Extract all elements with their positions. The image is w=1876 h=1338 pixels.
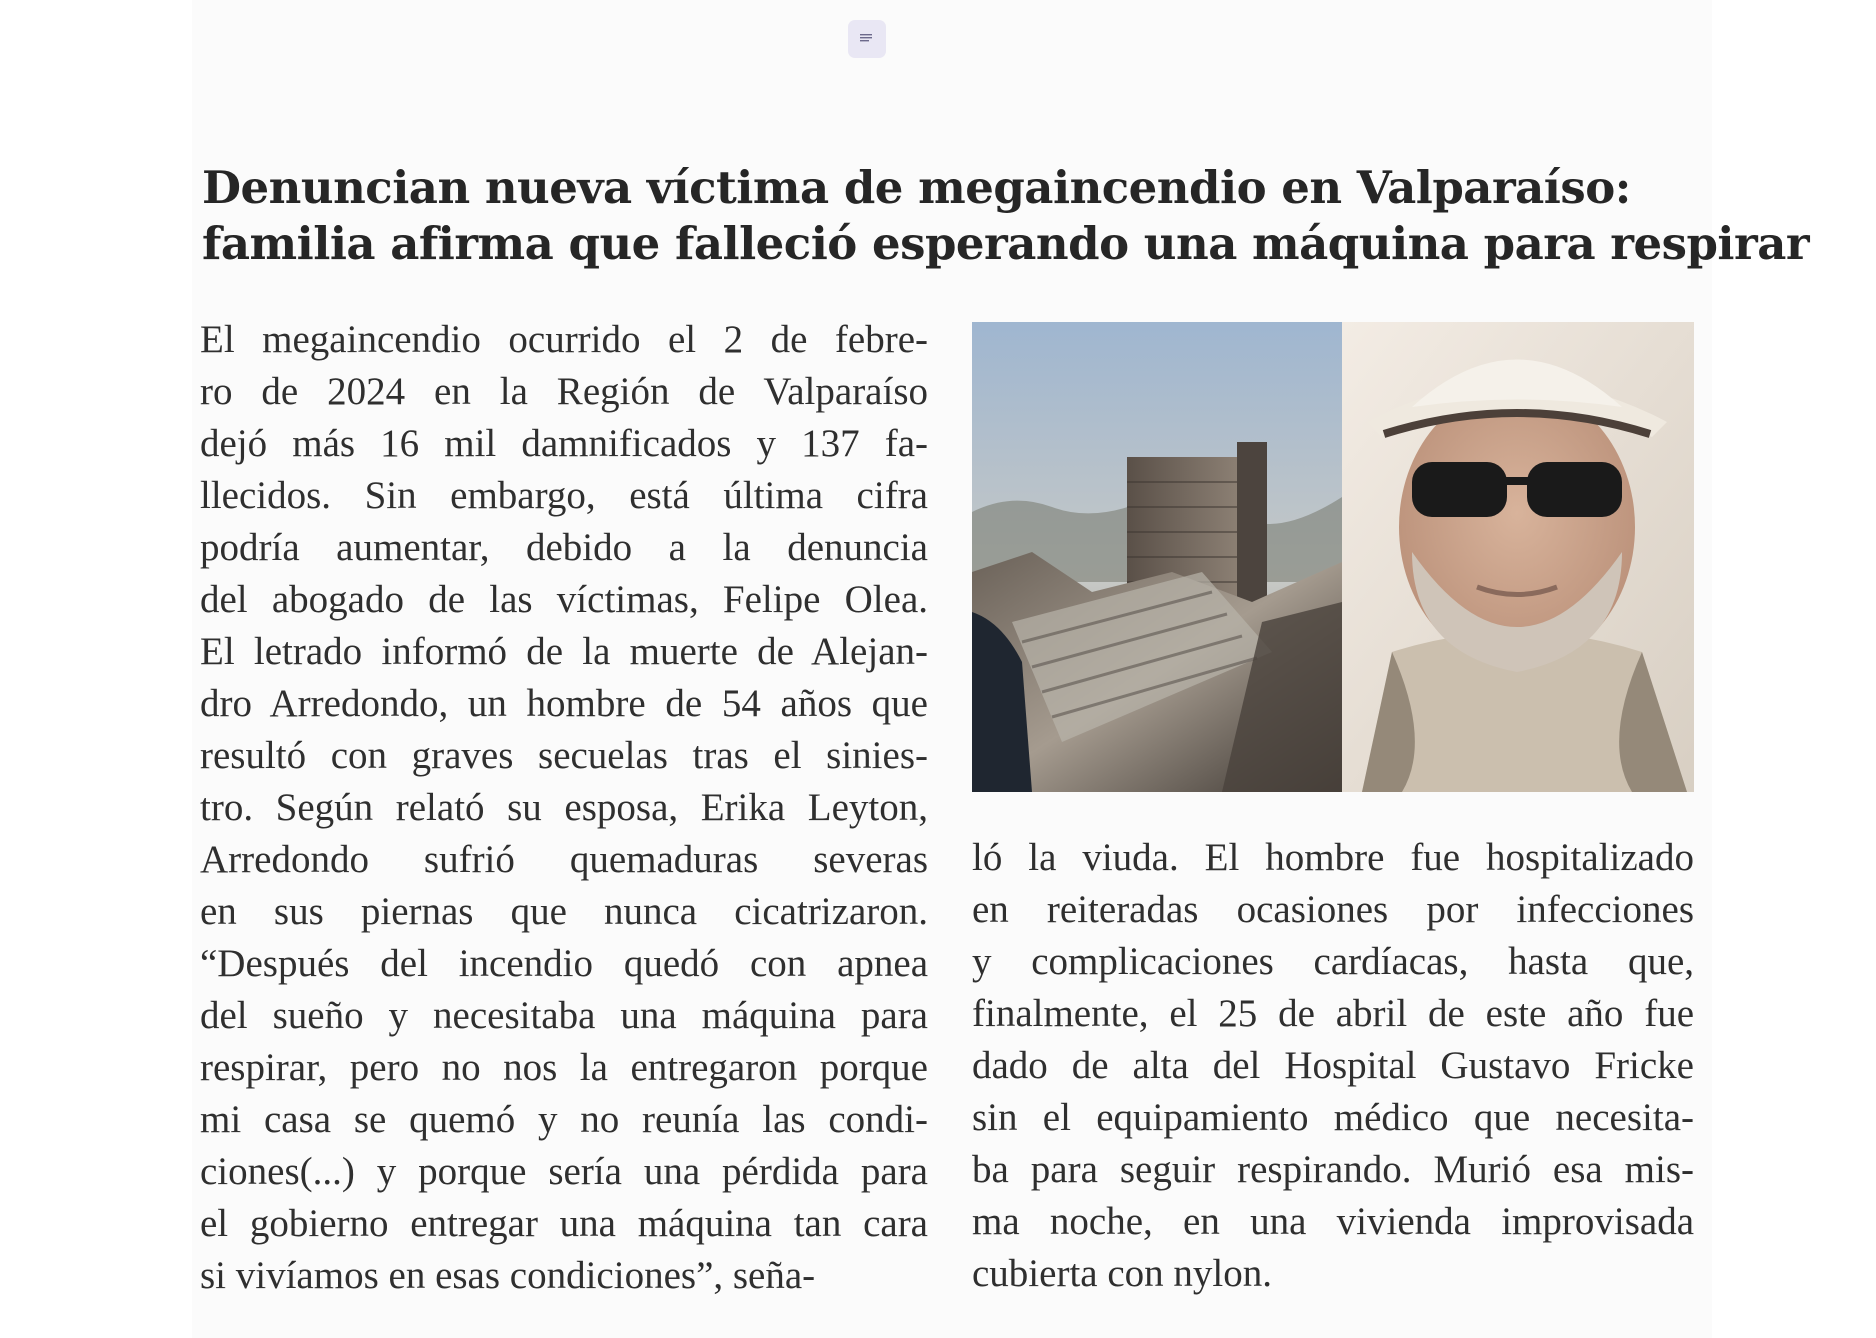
article-column-right: [972, 832, 1694, 1300]
text-line: ro de 2024 en la Región de Valparaíso: [200, 370, 928, 413]
text-line: en sus piernas que nunca cicatrizaron.: [200, 890, 928, 933]
text-line: resultó con graves secuelas tras el sinies-: [200, 734, 928, 777]
text-line: del sueño y necesitaba una máquina para: [200, 994, 928, 1037]
text-line: dejó más 16 mil damnificados y 137 fa-: [200, 422, 928, 465]
text-line: en reiteradas ocasiones por infecciones: [972, 888, 1694, 931]
text-line: El megaincendio ocurrido el 2 de febre-: [200, 318, 928, 361]
text-line: ló la viuda. El hombre fue hospitalizado: [972, 836, 1694, 879]
text-line: cubierta con nylon.: [972, 1252, 1272, 1295]
text-line: si vivíamos en esas condiciones”, seña-: [200, 1254, 816, 1297]
text-line: Arredondo sufrió quemaduras severas: [200, 838, 928, 881]
text-line: ba para seguir respirando. Murió esa mis-: [972, 1148, 1694, 1191]
text-line: finalmente, el 25 de abril de este año fue: [972, 992, 1694, 1035]
text-line: El letrado informó de la muerte de Alejan-: [200, 630, 928, 673]
article-headline: [202, 160, 1810, 272]
text-line: dro Arredondo, un hombre de 54 años que: [200, 682, 928, 725]
text-line: y complicaciones cardíacas, hasta que,: [972, 940, 1694, 983]
menu-button[interactable]: [848, 20, 886, 58]
text-line: tro. Según relató su esposa, Erika Leyton,: [200, 786, 928, 829]
text-line: del abogado de las víctimas, Felipe Olea.: [200, 578, 928, 621]
text-line: mi casa se quemó y no reunía las condi-: [200, 1098, 928, 1141]
text-line: respirar, pero no nos la entregaron porque: [200, 1046, 928, 1089]
headline-line: familia afirma que falleció esperando una máquina para respirar: [202, 217, 1810, 270]
text-line: ma noche, en una vivienda improvisada: [972, 1200, 1694, 1243]
text-line: podría aumentar, debido a la denuncia: [200, 526, 928, 569]
fire-ruins-photo: [972, 322, 1342, 792]
photo-collage-image: [972, 322, 1694, 792]
menu-lines-icon: [860, 34, 874, 44]
article-photo: [972, 322, 1694, 792]
text-line: sin el equipamiento médico que necesita-: [972, 1096, 1694, 1139]
portrait-photo: [1342, 322, 1694, 792]
article-column-left: [200, 314, 928, 1302]
text-line: “Después del incendio quedó con apnea: [200, 942, 928, 985]
text-line: llecidos. Sin embargo, está última cifra: [200, 474, 928, 517]
text-line: el gobierno entregar una máquina tan cara: [200, 1202, 928, 1245]
headline-line: Denuncian nueva víctima de megaincendio en Valparaíso:: [202, 161, 1631, 214]
text-line: ciones(...) y porque sería una pérdida para: [200, 1150, 928, 1193]
text-line: dado de alta del Hospital Gustavo Fricke: [972, 1044, 1694, 1087]
